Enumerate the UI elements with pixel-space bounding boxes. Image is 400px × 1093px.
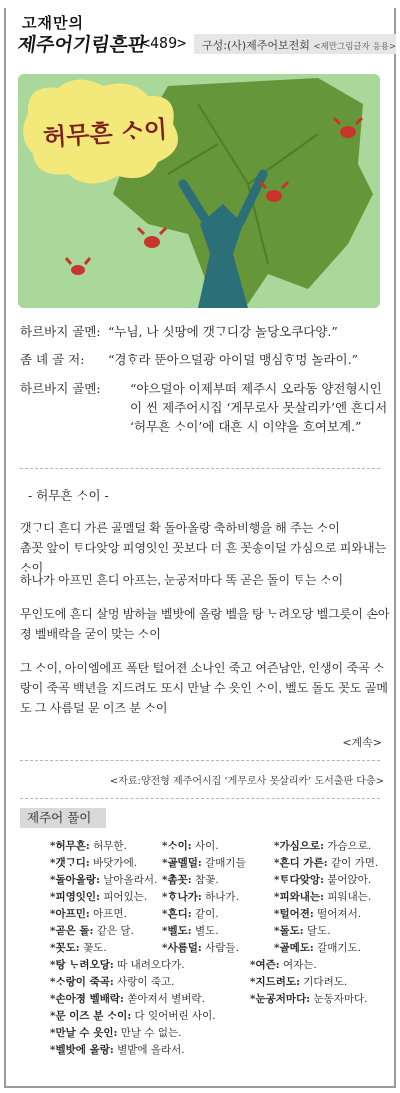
illustration-title: 허무흔 ᄉᆞ이	[42, 114, 169, 152]
glossary-term: *아프민:	[50, 908, 90, 920]
glossary-meaning: 사이.	[191, 840, 219, 852]
dialogue-speaker: 하르바지 골멘:	[20, 381, 101, 396]
glossary-meaning: 꽃도.	[79, 942, 107, 954]
glossary-entry	[162, 889, 274, 906]
glossary-entry	[274, 923, 386, 940]
divider	[20, 760, 380, 761]
glossary-list	[50, 838, 390, 1059]
glossary-term: *꼿도:	[50, 942, 80, 954]
continued-label: <계속>	[342, 736, 382, 749]
glossary-entry	[50, 1025, 250, 1042]
glossary-term: *갯ᄀᆞ디:	[50, 857, 90, 869]
glossary-meaning: 쏟아져서 별벼락.	[123, 993, 205, 1005]
dialogue-line-1	[20, 322, 390, 344]
glossary-entry	[162, 872, 274, 889]
poem-stanza: 하나가 아프민 흔디 아프는, 눈공저마다 똑 곧은 돌이 ᄐᆞ는 ᄉᆞ이	[20, 573, 344, 587]
glossary-meaning: 아프면.	[89, 908, 127, 920]
glossary-meaning: 갈매기도.	[313, 942, 362, 954]
illustration	[18, 74, 380, 308]
glossary-entry	[162, 906, 274, 923]
glossary-entry	[50, 974, 250, 991]
glossary-meaning: 따 내려오다가.	[113, 959, 185, 971]
glossary-term: *허무흔:	[50, 840, 90, 852]
credit-line	[202, 37, 396, 53]
glossary-term: *흔디:	[162, 908, 192, 920]
glossary-term: *벨도:	[162, 925, 192, 937]
glossary-meaning: 달도.	[303, 925, 331, 937]
glossary-meaning: 피워내는.	[323, 891, 372, 903]
glossary-entry	[274, 838, 386, 855]
glossary-entry	[274, 940, 386, 957]
glossary-term: *문 이즈 분 ᄉᆞ이:	[50, 1010, 132, 1022]
glossary-meaning: 참꽃.	[191, 874, 219, 886]
glossary-term: *가심으로:	[274, 840, 324, 852]
glossary-term: *탕 ᄂᆞ려오당:	[50, 959, 114, 971]
glossary-term: *흔디 가른:	[274, 857, 328, 869]
glossary-term: *눈공저마다:	[250, 993, 311, 1005]
glossary-meaning: 다 잊어버린 사이.	[131, 1010, 216, 1022]
glossary-entry	[50, 923, 162, 940]
glossary-entry	[274, 889, 386, 906]
glossary-term: *털어젼:	[274, 908, 314, 920]
dialogue-line-3	[20, 379, 390, 445]
glossary-entry	[250, 991, 368, 1008]
glossary-term: *ᄐᆞ다앚앙:	[274, 874, 324, 886]
series-title-small: 고재만의	[22, 14, 84, 32]
illustration-graphic	[18, 74, 380, 308]
glossary-entry	[274, 855, 386, 872]
poem-stanza: 그 ᄉᆞ이, 아이엠에프 폭탄 털어젼 소나인 죽고 여즌남안, 인생이 죽곡 ᄉᆞ랑이 죽곡 백년을 지드려도 또시 만날 수 읏인 ᄉᆞ이, 벨도 돌도 꼿도 골메도 그 사름덜 문 이즈 분 ᄉᆞ이	[20, 661, 388, 715]
glossary-row	[50, 889, 390, 906]
dialogue-text: “야으덜아 이제부떠 제주시 오라동 양전형시인이 씬 제주어시집 ‘게무로사 못살리카’엔 흔디서 ‘허무흔 ᄉᆞ이’에 대흔 시 이약을 흐여보계.”	[130, 381, 388, 434]
glossary-entry	[50, 957, 250, 974]
glossary-meaning: 날아올라서.	[99, 874, 158, 886]
glossary-entry	[274, 872, 386, 889]
glossary-entry	[250, 974, 362, 991]
credit-note: <제만그림글자 응용>	[313, 42, 397, 52]
glossary-term: *돌아올랑:	[50, 874, 100, 886]
glossary-entry	[50, 838, 162, 855]
poem-title: - 허무흔 ᄉᆞ이 -	[28, 488, 109, 503]
divider	[20, 468, 380, 469]
dialogue-text: “경ᄒᆞ라 뚠아으덜광 아이덜 맹심ᄒᆞ멍 놀라이.”	[108, 352, 358, 367]
glossary-term: *돌도:	[274, 925, 304, 937]
glossary-term: *ᄉᆞ이:	[162, 840, 192, 852]
glossary-term: *ᄉᆞ랑이 죽곡:	[50, 976, 114, 988]
glossary-entry	[274, 906, 386, 923]
glossary-term: *피와내는:	[274, 891, 324, 903]
glossary-term: *피영잇인:	[50, 891, 100, 903]
glossary-row	[50, 855, 390, 872]
glossary-row	[50, 1025, 390, 1042]
glossary-term: *골메도:	[274, 942, 314, 954]
glossary-row	[50, 906, 390, 923]
glossary-term: *골멜덜:	[162, 857, 202, 869]
glossary-entry	[50, 872, 162, 889]
episode-number: <489>	[141, 34, 187, 52]
glossary-row	[50, 1008, 390, 1025]
glossary-meaning: 떨어져서.	[313, 908, 362, 920]
glossary-meaning: 여자는.	[279, 959, 317, 971]
glossary-meaning: 하나가.	[201, 891, 239, 903]
glossary-entry	[50, 906, 162, 923]
glossary-entry	[162, 838, 274, 855]
glossary-term: *곧은 돌:	[50, 925, 94, 937]
glossary-term: *여즌:	[250, 959, 280, 971]
glossary-row	[50, 991, 390, 1008]
dialogue-speaker: 하르바지 골멘:	[20, 324, 101, 339]
glossary-term: *사름덜:	[162, 942, 202, 954]
glossary-meaning: 사람들.	[201, 942, 239, 954]
glossary-term: *지드려도:	[250, 976, 300, 988]
series-title-brush: 제주어기림흔판	[16, 34, 148, 56]
glossary-row	[50, 838, 390, 855]
glossary-meaning: 같이.	[191, 908, 219, 920]
glossary-row	[50, 872, 390, 889]
glossary-meaning: 피어있는.	[99, 891, 148, 903]
glossary-meaning: 기다려도.	[299, 976, 348, 988]
glossary-row	[50, 940, 390, 957]
glossary-meaning: 갈매기들	[201, 857, 246, 869]
glossary-row	[50, 923, 390, 940]
article-header	[4, 0, 396, 60]
glossary-meaning: 바닷가에.	[89, 857, 138, 869]
glossary-entry	[162, 923, 274, 940]
poem-stanza: 갯ᄀᆞ디 흔디 가른 골멜덜 확 돌아올랑 축하비행을 해 주는 ᄉᆞ이 촘꼿 앞이 ᄐᆞ다앚앙 피영잇인 꼿보다 더 흔 꼿송이덜 가심으로 피와내는 ᄉᆞ이	[20, 521, 387, 575]
glossary-entry	[50, 889, 162, 906]
glossary-meaning: 가슴으로.	[323, 840, 372, 852]
glossary-row	[50, 974, 390, 991]
glossary-term: *벨밧에 올랑:	[50, 1044, 114, 1056]
glossary-entry	[50, 855, 162, 872]
glossary-meaning: 별도.	[191, 925, 219, 937]
glossary-entry	[250, 957, 362, 974]
poem-stanza: 무인도에 흔디 살멍 밤하늘 벨밧에 올랑 벨을 탕 ᄂᆞ려오당 벨그릇이 손아졍 벨배락을 굳이 맞는 ᄉᆞ이	[20, 607, 390, 641]
glossary-row	[50, 957, 390, 974]
glossary-entry	[50, 940, 162, 957]
glossary-entry	[162, 940, 274, 957]
glossary-term: *만날 수 읏인:	[50, 1027, 118, 1039]
glossary-meaning: 별밭에 올라서.	[113, 1044, 185, 1056]
dialogue-speaker: 좀 녜 골 저:	[20, 352, 85, 367]
source-note: <자료:양전형 제주어시집 ‘게무로사 못살리카’ 도서출판 다층>	[109, 776, 384, 787]
glossary-meaning: 붙어앉아.	[323, 874, 372, 886]
glossary-entry	[50, 1008, 250, 1025]
glossary-term: *촘꼿:	[162, 874, 192, 886]
glossary-meaning: 만날 수 없는.	[117, 1027, 182, 1039]
glossary-heading: 제주어 풀이	[20, 808, 106, 828]
glossary-entry	[50, 991, 250, 1008]
dialogue-text: “누님, 나 싯땅에 갯ᄀᆞ디강 놀당오쿠다양.”	[108, 324, 338, 339]
credit-text: 구성:(사)제주어보전회	[202, 39, 310, 52]
glossary-term: *손아졍 벨배락:	[50, 993, 124, 1005]
dialogue-line-2	[20, 350, 390, 372]
glossary-entry	[162, 855, 274, 872]
glossary-meaning: 눈동자마다.	[310, 993, 368, 1005]
divider	[20, 798, 380, 799]
glossary-meaning: 같은 달.	[93, 925, 134, 937]
glossary-term: *ᄒᆞ나가:	[162, 891, 202, 903]
glossary-meaning: 허무한.	[89, 840, 127, 852]
glossary-entry	[50, 1042, 250, 1059]
glossary-meaning: 같이 가면.	[327, 857, 379, 869]
glossary-meaning: 사랑이 죽고.	[113, 976, 175, 988]
glossary-row	[50, 1042, 390, 1059]
